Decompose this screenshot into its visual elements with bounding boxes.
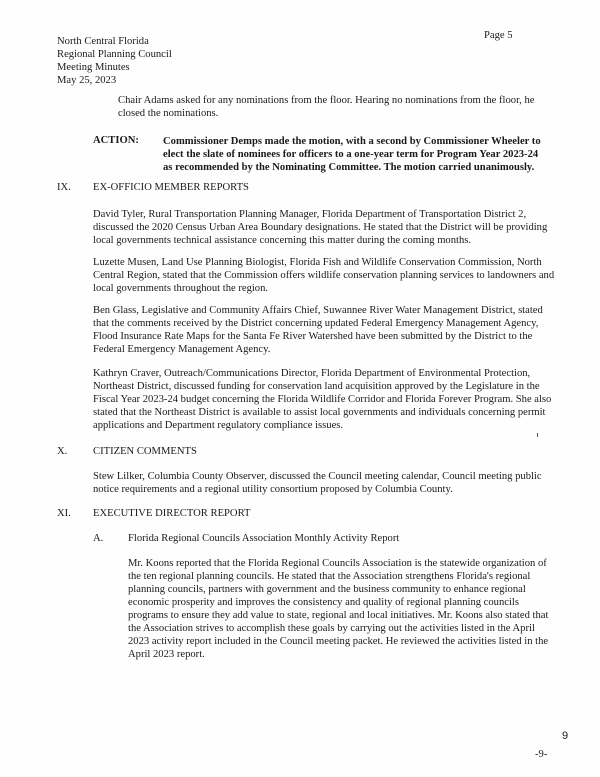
meeting-date: May 25, 2023 [57, 75, 117, 86]
section-number-xi: XI. [57, 508, 71, 519]
org-name-line-1: North Central Florida [57, 36, 149, 47]
citizen-comment-paragraph: Stew Lilker, Columbia County Observer, discussed the Council meeting calendar, Council meeting public notice requirements and a regional utility consortium proposed by Columbia County. [93, 471, 542, 495]
section-title-ex-officio: EX-OFFICIO MEMBER REPORTS [93, 182, 249, 193]
page-number: -9- [535, 749, 548, 760]
frca-report-paragraph: Mr. Koons reported that the Florida Regional Councils Association is the statewide organization of the ten regional planning councils. He stated that the Association strengthens Florida's regional planning councils, partners with government and the business community to enhance regional economic prosperity and improves the consistency and quality of regional planning councils programs to ensure they add value to state, regional and local initiatives. Mr. Koons also stated that the Association strives to accomplish these goals by carrying out the activities listed in the April 2023 activity report included in the Council meeting packet. He reviewed the activities listed in the April 2023 report. [128, 558, 549, 660]
subsection-letter-a: A. [93, 533, 104, 544]
action-text: Commissioner Demps made the motion, with a second by Commissioner Wheeler to elect the slate of nominees for officers to a one-year term for Program Year 2023-24 as recommended by the Nominating Committee. The motion carried unanimously. [163, 136, 541, 173]
report-paragraph-craver: Kathryn Craver, Outreach/Communications Director, Florida Department of Environmental Protection, Northeast District, discussed funding for conservation land acquisition approved by the Legislature in the Fiscal Year 2023-24 budget concerning the Florida Wildlife Corridor and Florida Forever Program. She also stated that the Northeast District is available to assist local governments and individuals concerning permit applications and Department regulatory compliance issues. [93, 368, 552, 431]
section-number-x: X. [57, 446, 68, 457]
nominations-paragraph: Chair Adams asked for any nominations from the floor. Hearing no nominations from the floor, he closed the nominations. [118, 95, 535, 119]
report-paragraph-musen: Luzette Musen, Land Use Planning Biologist, Florida Fish and Wildlife Conservation Commission, North Central Region, stated that the Commission offers wildlife conservation planning services to landowners and local governments throughout the region. [93, 257, 555, 294]
section-number-ix: IX. [57, 182, 71, 193]
page-label: Page 5 [484, 30, 513, 41]
org-name-line-2: Regional Planning Council [57, 49, 172, 60]
folio-number: 9 [562, 730, 569, 742]
action-label: ACTION: [93, 135, 139, 146]
section-title-executive-director: EXECUTIVE DIRECTOR REPORT [93, 508, 251, 519]
scan-mark [537, 433, 538, 437]
report-paragraph-glass: Ben Glass, Legislative and Community Affairs Chief, Suwannee River Water Management District, stated that the comments received by the District concerning updated Federal Emergency Management Agency, Flood Insurance Rate Maps for the Santa Fe River Watershed have been submitted by the District to the Federal Emergency Management Agency. [93, 305, 543, 355]
letterhead [57, 35, 172, 87]
report-paragraph-tyler: David Tyler, Rural Transportation Planning Manager, Florida Department of Transportation District 2, discussed the 2020 Census Urban Area Boundary designations. He stated that the District will be providing local governments technical assistance concerning this matter during the coming months. [93, 209, 548, 246]
document-type: Meeting Minutes [57, 62, 130, 73]
subsection-title-frca: Florida Regional Councils Association Monthly Activity Report [128, 533, 400, 544]
section-title-citizen-comments: CITIZEN COMMENTS [93, 446, 197, 457]
